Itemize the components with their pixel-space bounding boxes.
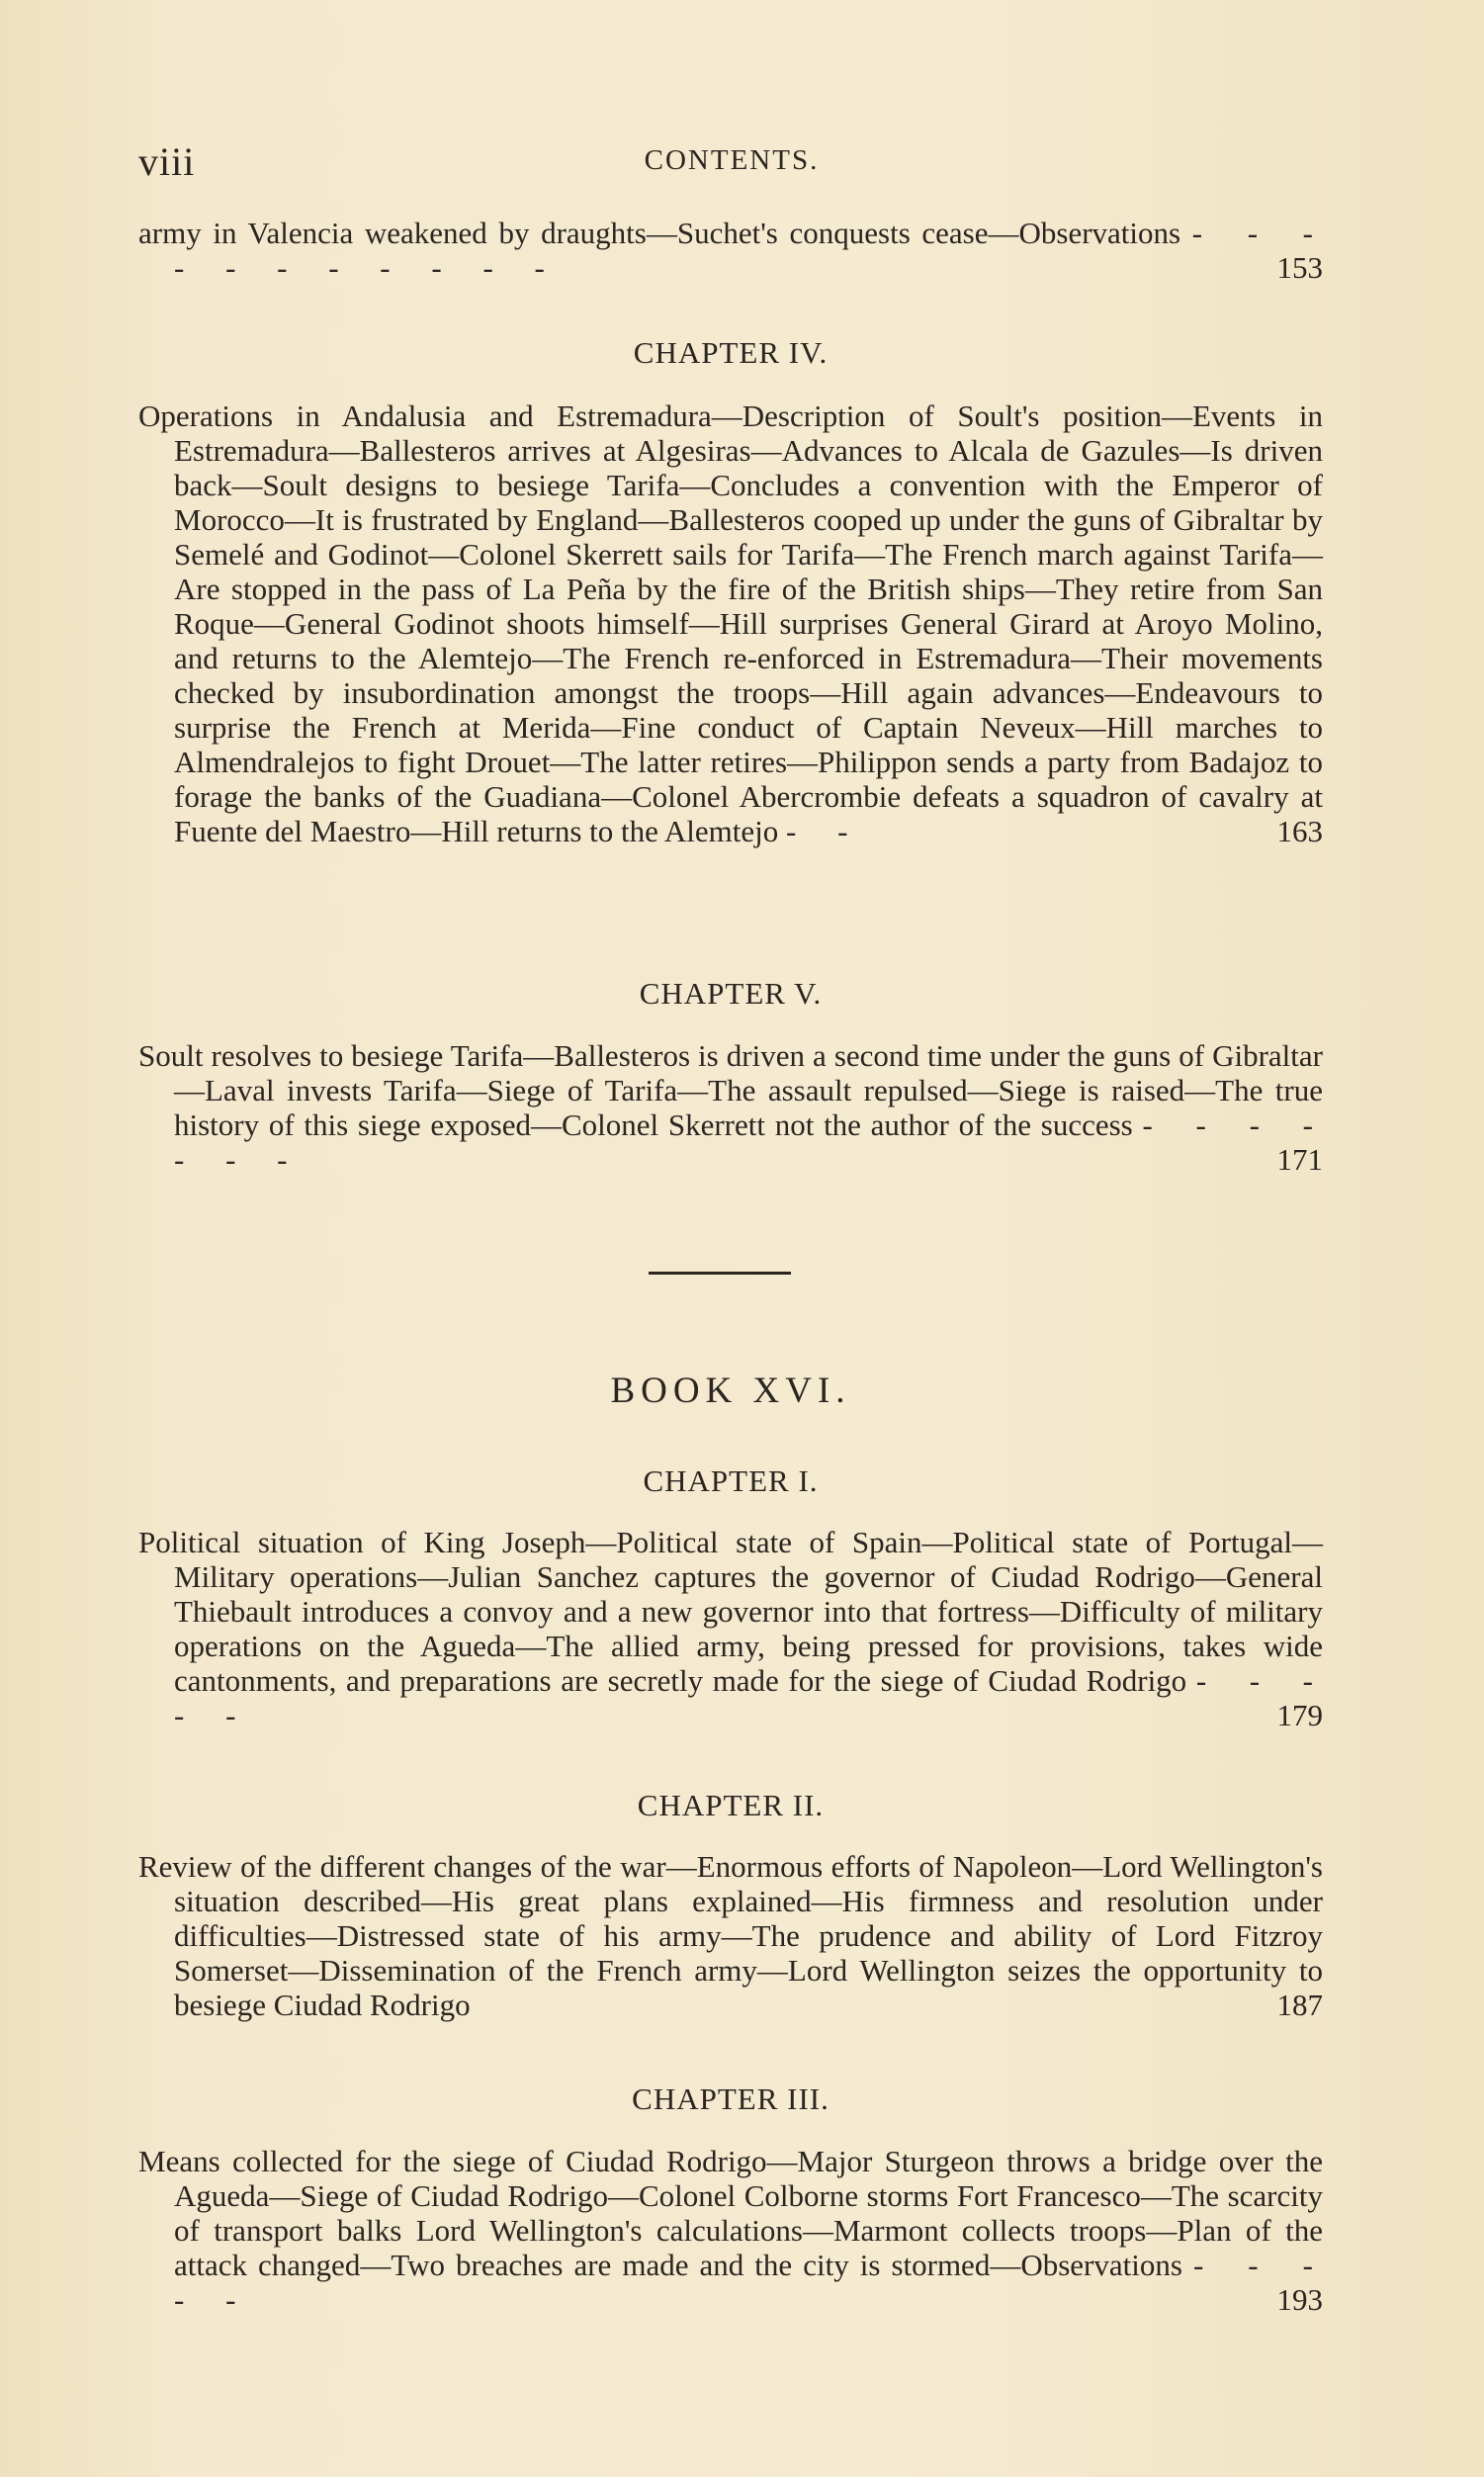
entry-text: Political situation of King Joseph—Political state of Spain—Political state of Portugal—Military operations—Julian Sanchez captures the governor of Ciudad Rodrigo—General Thiebault introduces a convoy and a new governor into that fortress—Difficulty of military operations on the Agueda—The allied army, being pressed for provisions, takes wide cantonments, and preparations are secretly made for the siege of Ciudad Rodrigo (138, 1525, 1323, 1698)
chapter-heading: CHAPTER I. (643, 1463, 819, 1498)
page-folio: viii (138, 139, 196, 184)
running-title: CONTENTS. (644, 144, 820, 176)
chapter-1-entry (138, 1525, 1323, 1732)
entry-text: Means collected for the siege of Ciudad Rodrigo—Major Sturgeon throws a bridge over the Agueda—Siege of Ciudad Rodrigo—Colonel Colborne storms Fort Francesco—The scarcity of transport balks Lord Wellington's calculations—Marmont collects troops—Plan of the attack changed—Two breaches are made and the city is stormed—Observations (138, 2144, 1323, 2282)
chapter-heading: CHAPTER II. (637, 1788, 825, 1822)
leader-dots: - - - - - (174, 1663, 1324, 1732)
chapter-heading: CHAPTER V. (639, 976, 823, 1011)
page-reference: 153 (1276, 250, 1323, 285)
entry-text: Soult resolves to besiege Tarifa—Ballesteros is driven a second time under the guns of Gibraltar—Laval invests Tarifa—Siege of Tarifa—The assault repulsed—Siege is raised—The true history of this siege exposed—Colonel Skerrett not the author of the success (138, 1038, 1323, 1142)
page-reference: 187 (1276, 1988, 1323, 2022)
page-reference: 193 (1276, 2282, 1323, 2317)
leader-dots: - - (786, 814, 858, 848)
entry-text: Operations in Andalusia and Estremadura—Description of Soult's position—Events in Estremadura—Ballesteros arrives at Algesiras—Advances to Alcala de Gazules—Is driven back—Soult designs to besiege Tarifa—Concludes a convention with the Emperor of Morocco—It is frustrated by England—Ballesteros cooped up under the guns of Gibraltar by Semelé and Godinot—Colonel Skerrett sails for Tarifa—The French march against Tarifa—Are stopped in the pass of La Peña by the fire of the British ships—They retire from San Roque—General Godinot shoots himself—Hill surprises General Girard at Aroyo Molino, and returns to the Alemtejo—The French re-enforced in Estremadura—Their movements checked by insubordination amongst the troops—Hill again advances—Endeavours to surprise the French at Merida—Fine conduct of Captain Neveux—Hill marches to Almendralejos to fight Drouet—The latter retires—Philippon sends a party from Badajoz to forage the banks of the Guadiana—Colonel Abercrombie defeats a squadron of cavalry at Fuente del Maestro—Hill returns to the Alemtejo (138, 398, 1323, 848)
carryover-entry (138, 216, 1323, 285)
page-reference: 179 (1276, 1698, 1323, 1732)
chapter-3-entry (138, 2144, 1323, 2317)
leader-dots: - - - - - - - - - - - (174, 216, 1323, 285)
chapter-2-entry (138, 1849, 1323, 2022)
chapter-5-entry (138, 1038, 1323, 1177)
book-heading: BOOK XVI. (610, 1371, 851, 1411)
chapter-heading: CHAPTER IV. (633, 335, 829, 370)
leader-dots: - - - - - (174, 2248, 1323, 2317)
leader-dots: - - - - - - - (174, 1107, 1324, 1177)
page-reference: 163 (1276, 814, 1323, 848)
entry-text: army in Valencia weakened by draughts—Suchet's conquests cease—Observations (138, 216, 1181, 250)
chapter-heading: CHAPTER III. (632, 2081, 829, 2116)
page-reference: 171 (1276, 1142, 1323, 1177)
entry-text: Review of the different changes of the war—Enormous efforts of Napoleon—Lord Wellington's situation described—His great plans explained—His firmness and resolution under difficulties—Distressed state of his army—The prudence and ability of Lord Fitzroy Somerset—Dissemination of the French army—Lord Wellington seizes the opportunity to besiege Ciudad Rodrigo (138, 1849, 1323, 2022)
running-head (138, 138, 1325, 188)
chapter-4-entry (138, 398, 1323, 848)
section-divider (649, 1272, 791, 1275)
